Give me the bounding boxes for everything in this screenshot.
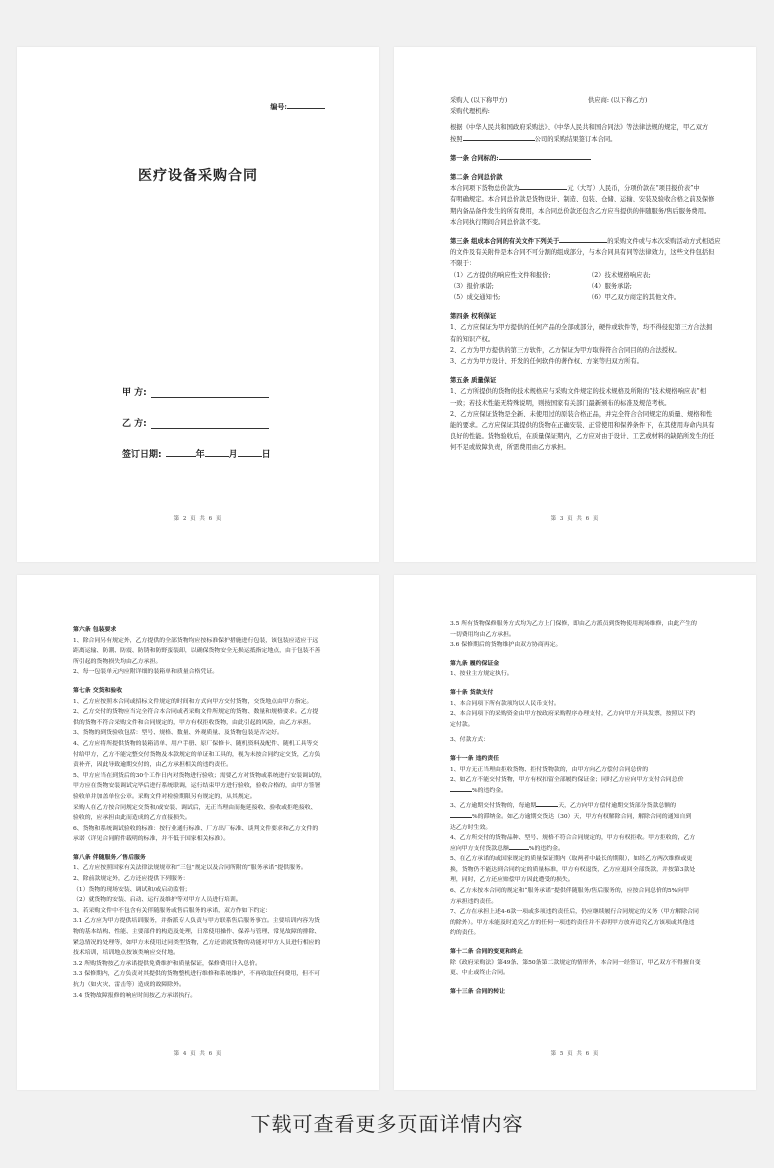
section-heading: 第八条 伴随服务／售后服务 xyxy=(73,853,146,861)
paragraph: 一致；若技术性能无特殊说明，则按国家有关部门最新颁布的标准及规范考核。 xyxy=(450,399,671,407)
paragraph: 有明确规定。本合同总价款是货物设计、制造、包装、仓储、运输、安装及验收合格之前及保修 xyxy=(450,196,715,204)
section-heading xyxy=(450,236,726,247)
fill-blank xyxy=(536,806,558,807)
paragraph: 期内备品备件发生的所有费用，本合同总价款还包含乙方应当提供的伴随服务/售后服务费用。 xyxy=(450,207,711,215)
paragraph: 1、乙方应保证为甲方提供的任何产品的全部或部分，硬件或软件等，均不得侵犯第三方合法拥 xyxy=(450,324,713,332)
paragraph: 抗力（如火灾、雷击等）造成的故障除外。 xyxy=(73,982,185,988)
paragraph: 4、乙方所交付的货物品种、型号、规格不符合合同规定的，甲方有权拒收。甲方拒收的，乙方 xyxy=(450,835,696,842)
paragraph: 良好的性能。货物验收后，在质量保证期内，乙方应对由于设计、工艺或材料的缺陷所发生的任 xyxy=(450,433,715,441)
paragraph: 3.5 所有货物保修服务方式均为乙方上门保修，即由乙方派员到货物使用现场维修，由此产生的 xyxy=(450,621,697,627)
doc-item: （4）服务承诺; xyxy=(588,282,632,290)
text-span: 应向甲方支付货款总额 xyxy=(450,845,509,852)
paragraph: 紧急情况的处理等，如甲方未使用过同类型货物，乙方还需就货物的功能对甲方人员进行相应的 xyxy=(73,939,321,946)
paragraph: 一切费用均由乙方承担。 xyxy=(450,631,515,638)
contract-number-blank xyxy=(287,108,325,109)
page-title: 医疗设备采购合同 xyxy=(138,168,258,184)
section-heading: 第六条 包装要求 xyxy=(73,626,117,633)
paragraph: 2、除前款规定外，乙方还应提供下列服务： xyxy=(73,876,189,883)
paragraph: 2、乙方为甲方提供的第三方软件，乙方保证为甲方取得符合合同目的的合法授权。 xyxy=(450,346,681,354)
doc-list-row xyxy=(450,281,726,292)
paragraph: 验收单并加盖单位公章。采购文件对检验期限另有规定的，从其规定。 xyxy=(73,793,256,800)
paragraph: 1、乙方应按照本合同或招标文件规定的时间和方式向甲方交付货物，交货地点由甲方指定。 xyxy=(73,698,313,705)
paragraph: 更、中止或终止合同。 xyxy=(450,970,509,977)
paragraph: 4、乙方应将所提供货物的装箱清单、用户手册、原厂保修卡、随机资料及配件、随机工具等交 xyxy=(73,740,319,747)
text-span: 第一条 合同标的: xyxy=(450,154,499,162)
section-heading: 第十二条 合同的变更和终止 xyxy=(450,948,523,956)
paragraph: 3.4 货物故障报修的响应时间按乙方承诺执行。 xyxy=(73,992,197,999)
paragraph xyxy=(450,134,726,145)
parties-line xyxy=(450,95,726,106)
paragraph: 6、货物和系统调试验收的标准：按行业通行标准、厂方出厂标准、谈判文件要求和乙方文件的 xyxy=(73,825,319,832)
page-footer: 第 3 页 共 6 页 xyxy=(550,516,600,522)
paragraph: 3.1 乙方应为甲方提供培训服务，并指派专人负责与甲方联系售后服务事宜。主要培训内容为货 xyxy=(73,918,320,925)
party-a-label: 甲 方: xyxy=(122,388,147,398)
paragraph: 物的基本结构、性能、主要部件的构造及处理，日常使用操作、保养与管理、常见故障的排除、 xyxy=(73,929,321,936)
page-footer: 第 5 页 共 6 页 xyxy=(550,1051,600,1057)
paragraph: 不限于： xyxy=(450,260,476,268)
contract-page-5 xyxy=(394,575,756,1090)
paragraph: 6、乙方未按本合同的规定和“服务承诺”提供伴随服务/售后服务的，应按合同总价的5%向甲 xyxy=(450,888,690,895)
day-line xyxy=(238,456,262,457)
month-label: 月 xyxy=(228,450,238,460)
paragraph: 2、乙方交付的货物应当完全符合本合同或者采购文件所规定的货物、数量和规格要求。乙方提 xyxy=(73,709,319,716)
section-heading xyxy=(450,153,726,164)
text-span: 公司的采购结果签订本合同。 xyxy=(534,135,617,143)
page-4-body xyxy=(73,617,349,1001)
party-a-line xyxy=(151,397,269,398)
supplier-label: 供应商: (以下称乙方) xyxy=(588,97,648,104)
fill-blank xyxy=(559,242,607,243)
doc-list-row xyxy=(450,270,726,281)
paragraph xyxy=(450,812,726,823)
text-span: %的滞纳金。如乙方逾期交货达（30）天，甲方有权解除合同，解除合同的通知自到 xyxy=(472,813,692,820)
year-label: 年 xyxy=(195,450,205,460)
paragraph: 供的货物不符合采购文件和合同规定的，甲方有权拒收货物，由此引起的风险，由乙方承担。 xyxy=(73,719,315,726)
page-3-body xyxy=(450,95,726,454)
paragraph: 3.3 保修期内，乙方负责对其提供的货物整机进行维修和系统维护，不再收取任何费用，但不可 xyxy=(73,971,320,978)
section-heading: 第十三条 合同的转让 xyxy=(450,987,506,995)
paragraph: 3、付款方式： xyxy=(450,737,490,744)
paragraph: 1、按业主方规定执行。 xyxy=(450,671,513,678)
paragraph: 7、乙方在承担上述4-6款一项或多项违约责任后，仍应继续履行合同规定的义务（甲方解除合同 xyxy=(450,909,699,916)
year-line xyxy=(166,456,196,457)
paragraph: 甲方应在货物安装调试完毕后进行系统联调，运行结束甲方进行验收，验收合格的，由甲方签署 xyxy=(73,783,321,790)
signature-fields xyxy=(122,385,271,478)
paragraph: 2、每一包装单元内应附详细的装箱单和质量合格凭证。 xyxy=(73,669,219,676)
text-span: %的违约金。 xyxy=(472,787,508,794)
section-heading: 第十条 货款支付 xyxy=(450,688,494,696)
paragraph: 承诺（详见合同附件载明的标准，并不低于国家相关标准）。 xyxy=(73,836,230,843)
paragraph: 定付款。 xyxy=(450,721,474,728)
sign-date-label: 签订日期: xyxy=(122,450,162,460)
sign-date-field xyxy=(122,447,271,478)
paragraph: 约的责任。 xyxy=(450,930,480,937)
section-heading: 第二条 合同总价款 xyxy=(450,174,503,182)
contract-number-label: 编号: xyxy=(270,102,287,111)
paragraph: 2、乙方应保证货物是全新、未使用过的原装合格正品，并完全符合合同规定的质量、规格和性 xyxy=(450,410,713,418)
fill-blank xyxy=(499,159,591,160)
text-span: 第三条 组成本合同的有关文件下列关于 xyxy=(450,238,560,246)
buyer-label: 采购人 (以下称甲方) xyxy=(450,97,508,104)
paragraph: 所引起的货物损失均由乙方承担。 xyxy=(73,658,162,665)
paragraph: 1、本合同项下所有款项均以人民币支付。 xyxy=(450,700,560,707)
paragraph xyxy=(450,801,726,812)
paragraph: 采购人在乙方按合同规定交货和/或安装、调试后，无正当理由而拖延接收、验收或拒绝接收、 xyxy=(73,804,317,811)
paragraph: 方承担违约责任。 xyxy=(450,898,498,905)
party-b-label: 乙 方: xyxy=(122,419,147,429)
fill-blank xyxy=(450,791,472,792)
paragraph: 何不足或故障负责，所需费用由乙方承担。 xyxy=(450,444,570,452)
paragraph: 3、货物的到货验收包括：型号、规格、数量、外观质量、及货物包装是否完好。 xyxy=(73,730,283,737)
paragraph: 验收的，应承担由此而造成的乙方直接损失。 xyxy=(73,815,191,822)
paragraph: 理，同时，乙方还应赔偿甲方因此遭受的损失。 xyxy=(450,877,574,884)
fill-blank xyxy=(463,140,535,141)
party-b-line xyxy=(151,428,269,429)
paragraph xyxy=(450,786,726,797)
paragraph: （1）货物的现场安装、调试和/或启动监督； xyxy=(73,886,191,893)
paragraph: 的文件及有关附件是本合同不可分割的组成部分，与本合同具有同等法律效力，这些文件包括但 xyxy=(450,249,715,257)
doc-item: （2）技术规格响应表; xyxy=(588,271,651,279)
paragraph: 3、若采购文件中不包含有关伴随服务或售后服务的承诺，双方作如下约定： xyxy=(73,907,272,914)
month-line xyxy=(205,456,229,457)
paragraph: 根据《中华人民共和国政府采购法》、《中华人民共和国合同法》等法律法规的规定，甲乙双方 xyxy=(450,124,709,132)
doc-item: （3）报价承诺; xyxy=(450,282,494,290)
text-span: 本合同项下货物总价款为 xyxy=(450,185,520,193)
paragraph: 5、在乙方承诺的或国家规定的质量保证期内（取两者中最长的期限），如经乙方两次维修或更 xyxy=(450,856,693,863)
section-heading: 第七条 交货和验收 xyxy=(73,686,123,694)
day-label: 日 xyxy=(261,450,271,460)
paragraph xyxy=(450,183,726,194)
doc-item: （6）甲乙双方商定的其他文件。 xyxy=(588,294,681,302)
paragraph: 技术培训，培训地点按该类响应交付地。 xyxy=(73,950,180,957)
doc-item: （5）成交通知书; xyxy=(450,294,501,302)
paragraph: 有的知识产权。 xyxy=(450,335,495,343)
paragraph: 1、甲方无正当理由拒收货物、拒付货物款的，由甲方向乙方偿付合同总价的 xyxy=(450,766,649,773)
party-b-field xyxy=(122,416,271,447)
agency-label: 采购代理机构: xyxy=(450,108,490,116)
fill-blank xyxy=(519,189,567,190)
contract-page-4 xyxy=(17,575,379,1090)
text-span: 天，乙方向甲方偿付逾期交货部分货款总额的 xyxy=(558,803,677,810)
download-caption[interactable]: 下载可查看更多页面详情内容 xyxy=(250,1112,524,1136)
paragraph: 换，货物仍不能达到合同约定的质量标准，甲方有权退货，乙方应退回全部货款，并按第3款处 xyxy=(450,866,696,873)
paragraph: 3、乙方为甲方设计、开发的任何软件的著作权、方案等归双方所有。 xyxy=(450,358,643,366)
doc-list-row xyxy=(450,292,726,303)
section-heading: 第五条 质量保证 xyxy=(450,377,497,385)
fill-blank xyxy=(450,817,472,818)
contract-number xyxy=(270,102,325,112)
paragraph: 1、乙方所提供的货物的技术规格应与采购文件规定的技术规格及所附的“技术规格响应表”相 xyxy=(450,388,707,396)
contract-page-2 xyxy=(17,47,379,562)
text-span: 元（大写）人民币，分项价款在“项目报价表”中 xyxy=(567,185,700,193)
page-footer: 第 4 页 共 6 页 xyxy=(173,1051,223,1057)
page-footer: 第 2 页 共 6 页 xyxy=(173,516,223,522)
paragraph: 1、除合同另有规定外，乙方提供的全部货物均应按标准保护措施进行包装，该包装应适应于远 xyxy=(73,637,319,644)
text-span: 按照 xyxy=(450,135,463,143)
paragraph xyxy=(450,844,726,855)
section-heading: 第九条 履约保证金 xyxy=(450,659,500,667)
paragraph: 2、如乙方不能交付货物，甲方有权扣留全部履约保证金；同时乙方应向甲方支付合同总价 xyxy=(450,777,684,784)
contract-page-3 xyxy=(394,47,756,562)
paragraph: 的除外）。甲方未能及时追究乙方的任何一项违约责任并不表明甲方放弃追究乙方该项或其他违 xyxy=(450,919,695,926)
paragraph: 达乙方时生效。 xyxy=(450,824,492,831)
paragraph: 2、本合同项下的采购资金由甲方按政府采购程序办理支付，乙方向甲方开具发票，按照以下约 xyxy=(450,711,696,718)
party-a-field xyxy=(122,385,271,416)
paragraph: 3.6 保修期后的货物维护由双方协商再定。 xyxy=(450,642,562,649)
section-heading: 第十一条 违约责任 xyxy=(450,754,500,762)
text-span: 3、乙方逾期交付货物的，每逾期 xyxy=(450,803,537,810)
paragraph: （2）就货物的安装、启动、运行及维护等对甲方人员进行培训。 xyxy=(73,897,242,904)
text-span: 的采购文件或与本次采购活动方式相适应 xyxy=(607,238,721,246)
paragraph: 责补齐，因此导致逾期交付的，由乙方承担相关的违约责任。 xyxy=(73,762,233,769)
paragraph: 3.2 所购货物按乙方承诺提供免费维护和质量保证，保修费用计入总价。 xyxy=(73,960,261,967)
paragraph: 5、甲方应当在到货后的30个工作日内对货物进行验收；需要乙方对货物或系统进行安装调试的， xyxy=(73,772,326,779)
paragraph: 能的要求。乙方应保证其提供的货物在正确安装、正常使用和保养条件下，在其使用寿命内具有 xyxy=(450,422,715,430)
page-5-body xyxy=(450,619,726,997)
paragraph: 付给甲方，乙方不能完整交付货物及本款规定的单证和工具的，视为未按合同约定交货，乙方负 xyxy=(73,751,321,758)
paragraph: 除《政府采购法》第49条、第50条第二款规定的情形外，本合同一经签订，甲乙双方不得擅自变 xyxy=(450,959,701,966)
text-span: %的违约金。 xyxy=(528,845,564,852)
paragraph: 本合同执行期间合同总价款不变。 xyxy=(450,218,545,226)
fill-blank xyxy=(509,849,529,850)
section-heading: 第四条 权利保证 xyxy=(450,313,497,321)
doc-item: （1）乙方提供的响应性文件和报价; xyxy=(450,271,551,279)
paragraph: 距离运输、防潮、防震、防锈和防野蛮装卸，以确保货物安全无损运抵指定地点，由于包装不善 xyxy=(73,648,321,655)
paragraph: 1、乙方应按照国家有关法律法规规章和“三包”规定以及合同所附的“服务承诺”提供服务。 xyxy=(73,865,307,872)
